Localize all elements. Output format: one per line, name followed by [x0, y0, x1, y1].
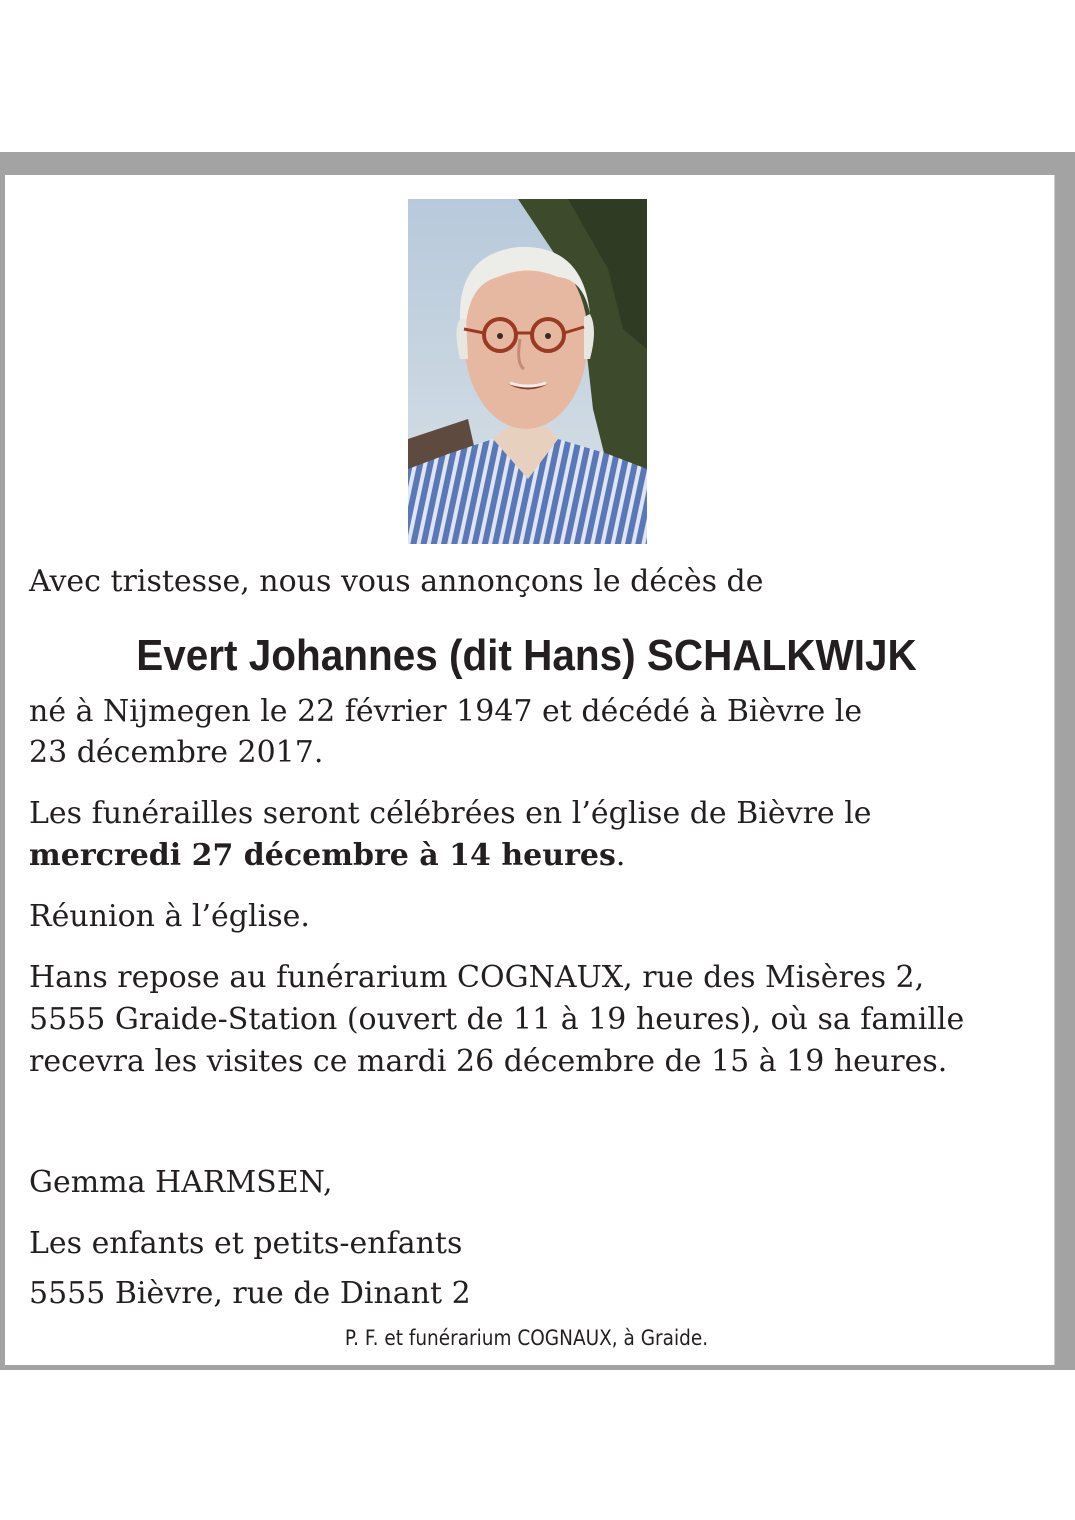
- funeral-period: .: [615, 838, 626, 873]
- intro-text: Avec tristesse, nous vous annonçons le décès de: [29, 564, 764, 599]
- portrait-photo: [408, 199, 647, 544]
- funeral-home-footer: P. F. et funérarium COGNAUX, à Graide.: [344, 1326, 709, 1350]
- deceased-name: Evert Johannes (dit Hans) SCHALKWIJK: [136, 631, 917, 680]
- family-line-2: Les enfants et petits-enfants: [29, 1226, 463, 1261]
- birth-line-1: né à Nijmegen le 22 février 1947 et décédé à Bièvre le: [29, 694, 863, 729]
- family-address: 5555 Bièvre, rue de Dinant 2: [29, 1276, 471, 1311]
- reunion-text: Réunion à l’église.: [29, 899, 310, 934]
- funeral-date: mercredi 27 décembre à 14 heures: [29, 838, 616, 873]
- rest-line-2: 5555 Graide-Station (ouvert de 11 à 19 heures), où sa famille: [29, 1002, 965, 1037]
- family-line-1: Gemma HARMSEN,: [29, 1165, 333, 1200]
- funeral-line-1: Les funérailles seront célébrées en l’église de Bièvre le: [29, 796, 872, 831]
- funeral-line-2: [29, 835, 625, 877]
- rest-line-3: recevra les visites ce mardi 26 décembre de 15 à 19 heures.: [29, 1044, 948, 1079]
- rest-line-1: Hans repose au funérarium COGNAUX, rue des Misères 2,: [29, 960, 925, 995]
- birth-line-2: 23 décembre 2017.: [29, 735, 324, 770]
